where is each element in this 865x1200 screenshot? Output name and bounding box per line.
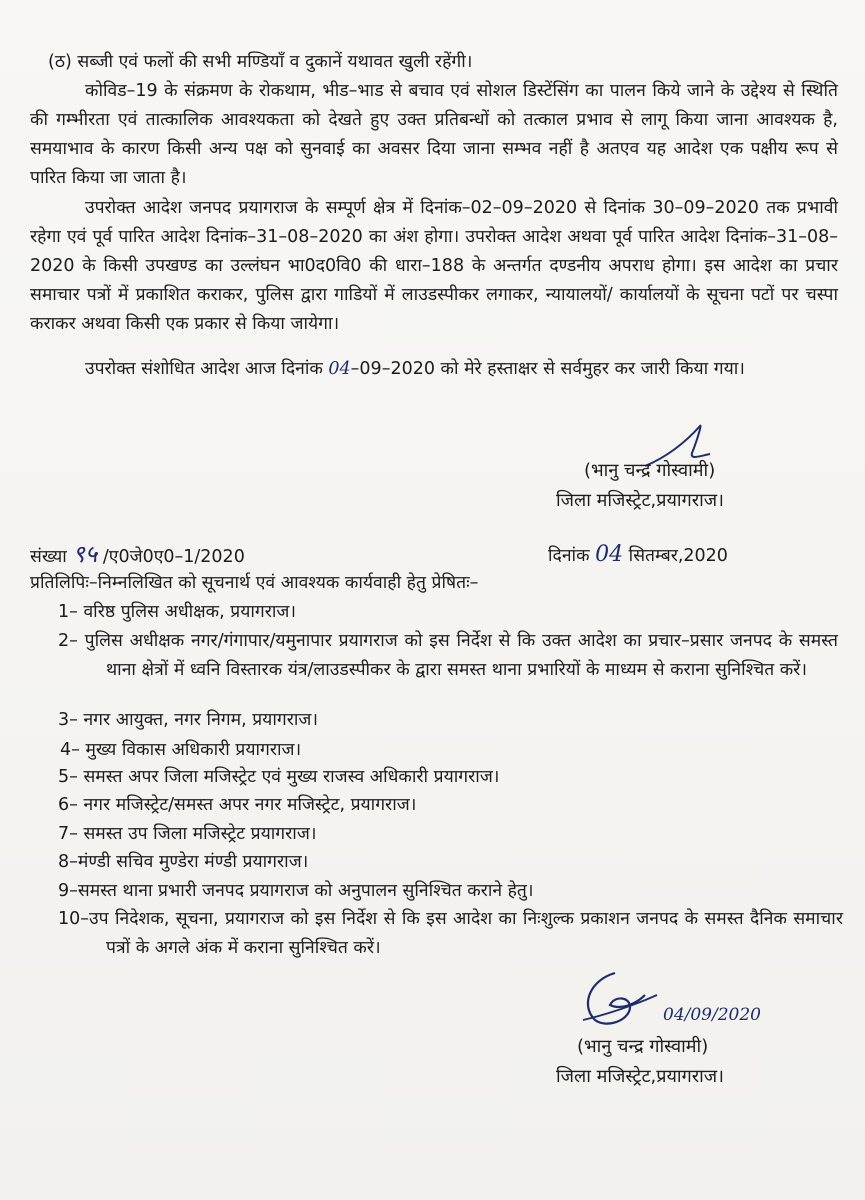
signature-2: [575, 965, 675, 1035]
list-item: 3– नगर आयुक्त, नगर निगम, प्रयागराज।: [58, 710, 319, 730]
signature-2-handwritten-date: 04/09/2020: [663, 1005, 761, 1025]
handwritten-day: 04: [328, 359, 351, 379]
list-item: 1– वरिष्ठ पुलिस अधीक्षक, प्रयागराज।: [58, 602, 297, 622]
copy-to-heading: प्रतिलिपिः–निम्नलिखित को सूचनार्थ एवं आवश्यक कार्यवाही हेतु प्रेषितः–: [30, 573, 479, 593]
number-label: संख्या: [30, 547, 67, 567]
number-suffix: /ए0जे0ए0–1/2020: [102, 547, 245, 567]
date-suffix: सितम्बर,2020: [628, 546, 728, 566]
list-item: 8–मंण्डी सचिव मुण्डेरा मंण्डी प्रयागराज।: [58, 852, 309, 872]
list-item: 5– समस्त अपर जिला मजिस्ट्रेट एवं मुख्य राजस्व अधिकारी प्रयागराज।: [58, 767, 500, 787]
reference-date: [548, 540, 728, 571]
signature-1-designation: जिला मजिस्ट्रेट,प्रयागराज।: [556, 490, 724, 511]
handwritten-date-day: 04: [595, 542, 624, 567]
issue-text-start: उपरोक्त संशोधित आदेश आज दिनांक: [85, 359, 329, 379]
list-item: 9–समस्त थाना प्रभारी जनपद प्रयागराज को अनुपालन सुनिश्चित कराने हेतु।: [58, 881, 534, 901]
order-paragraph-2: उपरोक्त आदेश जनपद प्रयागराज के सम्पूर्ण क्षेत्र में दिनांक–02–09–2020 से दिनांक 30–09–2020 तक प्रभावी रहेगा एवं पूर्व पारित आदेश दिनांक–31–08–2020 का अंश होगा। उपरोक्त आदेश अथवा पूर्व पारित आदेश दिनांक–31–08–2020 के किसी उपखण्ड का उल्लंघन भा0द0वि0 की धारा–188 के अन्तर्गत दण्डनीय अपराध होगा। इस आदेश का प्रचार समाचार पत्रों में प्रकाशित कराकर, पुलिस द्वारा गाडियों में लाउडस्पीकर लगाकर, न्यायालयों/ कार्यालयों के सूचना पटों पर चस्पा कराकर अथवा किसी एक प्रकार से किया जायेगा।: [30, 198, 838, 334]
list-item: 6– नगर मजिस्ट्रेट/समस्त अपर नगर मजिस्ट्रेट, प्रयागराज।: [58, 795, 417, 815]
issue-text-end: –09–2020 को मेरे हस्ताक्षर से सर्वमुहर कर जारी किया गया।: [350, 359, 745, 379]
signature-2-designation: जिला मजिस्ट्रेट,प्रयागराज।: [556, 1066, 724, 1087]
list-item: 4– मुख्य विकास अधिकारी प्रयागराज।: [60, 740, 302, 760]
order-paragraph-1: कोविड–19 के संक्रमण के रोकथाम, भीड–भाड से बचाव एवं सोशल डिस्टेंसिंग का पालन किये जाने के उद्देश्य से स्थिति की गम्भीरता एवं तात्कालिक आवश्यकता को देखते हुए उक्त प्रतिबन्धों को तत्काल प्रभाव से लागू किया जाना आवश्यक है, समयाभाव के कारण किसी अन्य पक्ष को सुनवाई का अवसर दिया जाना सम्भव नहीं है अतएव यह आदेश एक पक्षीय रूप से पारित किया जा जाता है।: [30, 81, 838, 188]
list-item-text: 10–उप निदेशक, सूचना, प्रयागराज को इस निर्देश से कि इस आदेश का निःशुल्क प्रकाशन जनपद के समस्त दैनिक समाचार पत्रों के अगले अंक में कराना सुनिश्चित करें।: [58, 909, 843, 958]
list-item: [58, 905, 843, 963]
list-item: 7– समस्त उप जिला मजिस्ट्रेट प्रयागराज।: [58, 824, 317, 844]
list-item-text: 2– पुलिस अधीक्षक नगर/गंगापार/यमुनापार प्रयागराज को इस निर्देश से कि उक्त आदेश का प्रचार–प्रसार जनपद के समस्त थाना क्षेत्रों में ध्वनि विस्तारक यंत्र/लाउडस्पीकर के द्वारा समस्त थाना प्रभारियों के माध्यम से कराना सुनिश्चित करें।: [58, 631, 838, 680]
handwritten-number: ९५: [72, 540, 98, 568]
order-paragraph-3: [30, 355, 838, 384]
signature-1-name: (भानु चन्द्र गोस्वामी): [584, 460, 716, 481]
signature-2-name: (भानु चन्द्र गोस्वामी): [577, 1036, 709, 1057]
date-label: दिनांक: [548, 546, 590, 566]
reference-number: [30, 540, 245, 572]
list-item: [58, 627, 838, 685]
order-item-t: (ठ) सब्जी एवं फलों की सभी मण्डियॉं व दुकानें यथावत खुली रहेंगी।: [48, 52, 473, 72]
